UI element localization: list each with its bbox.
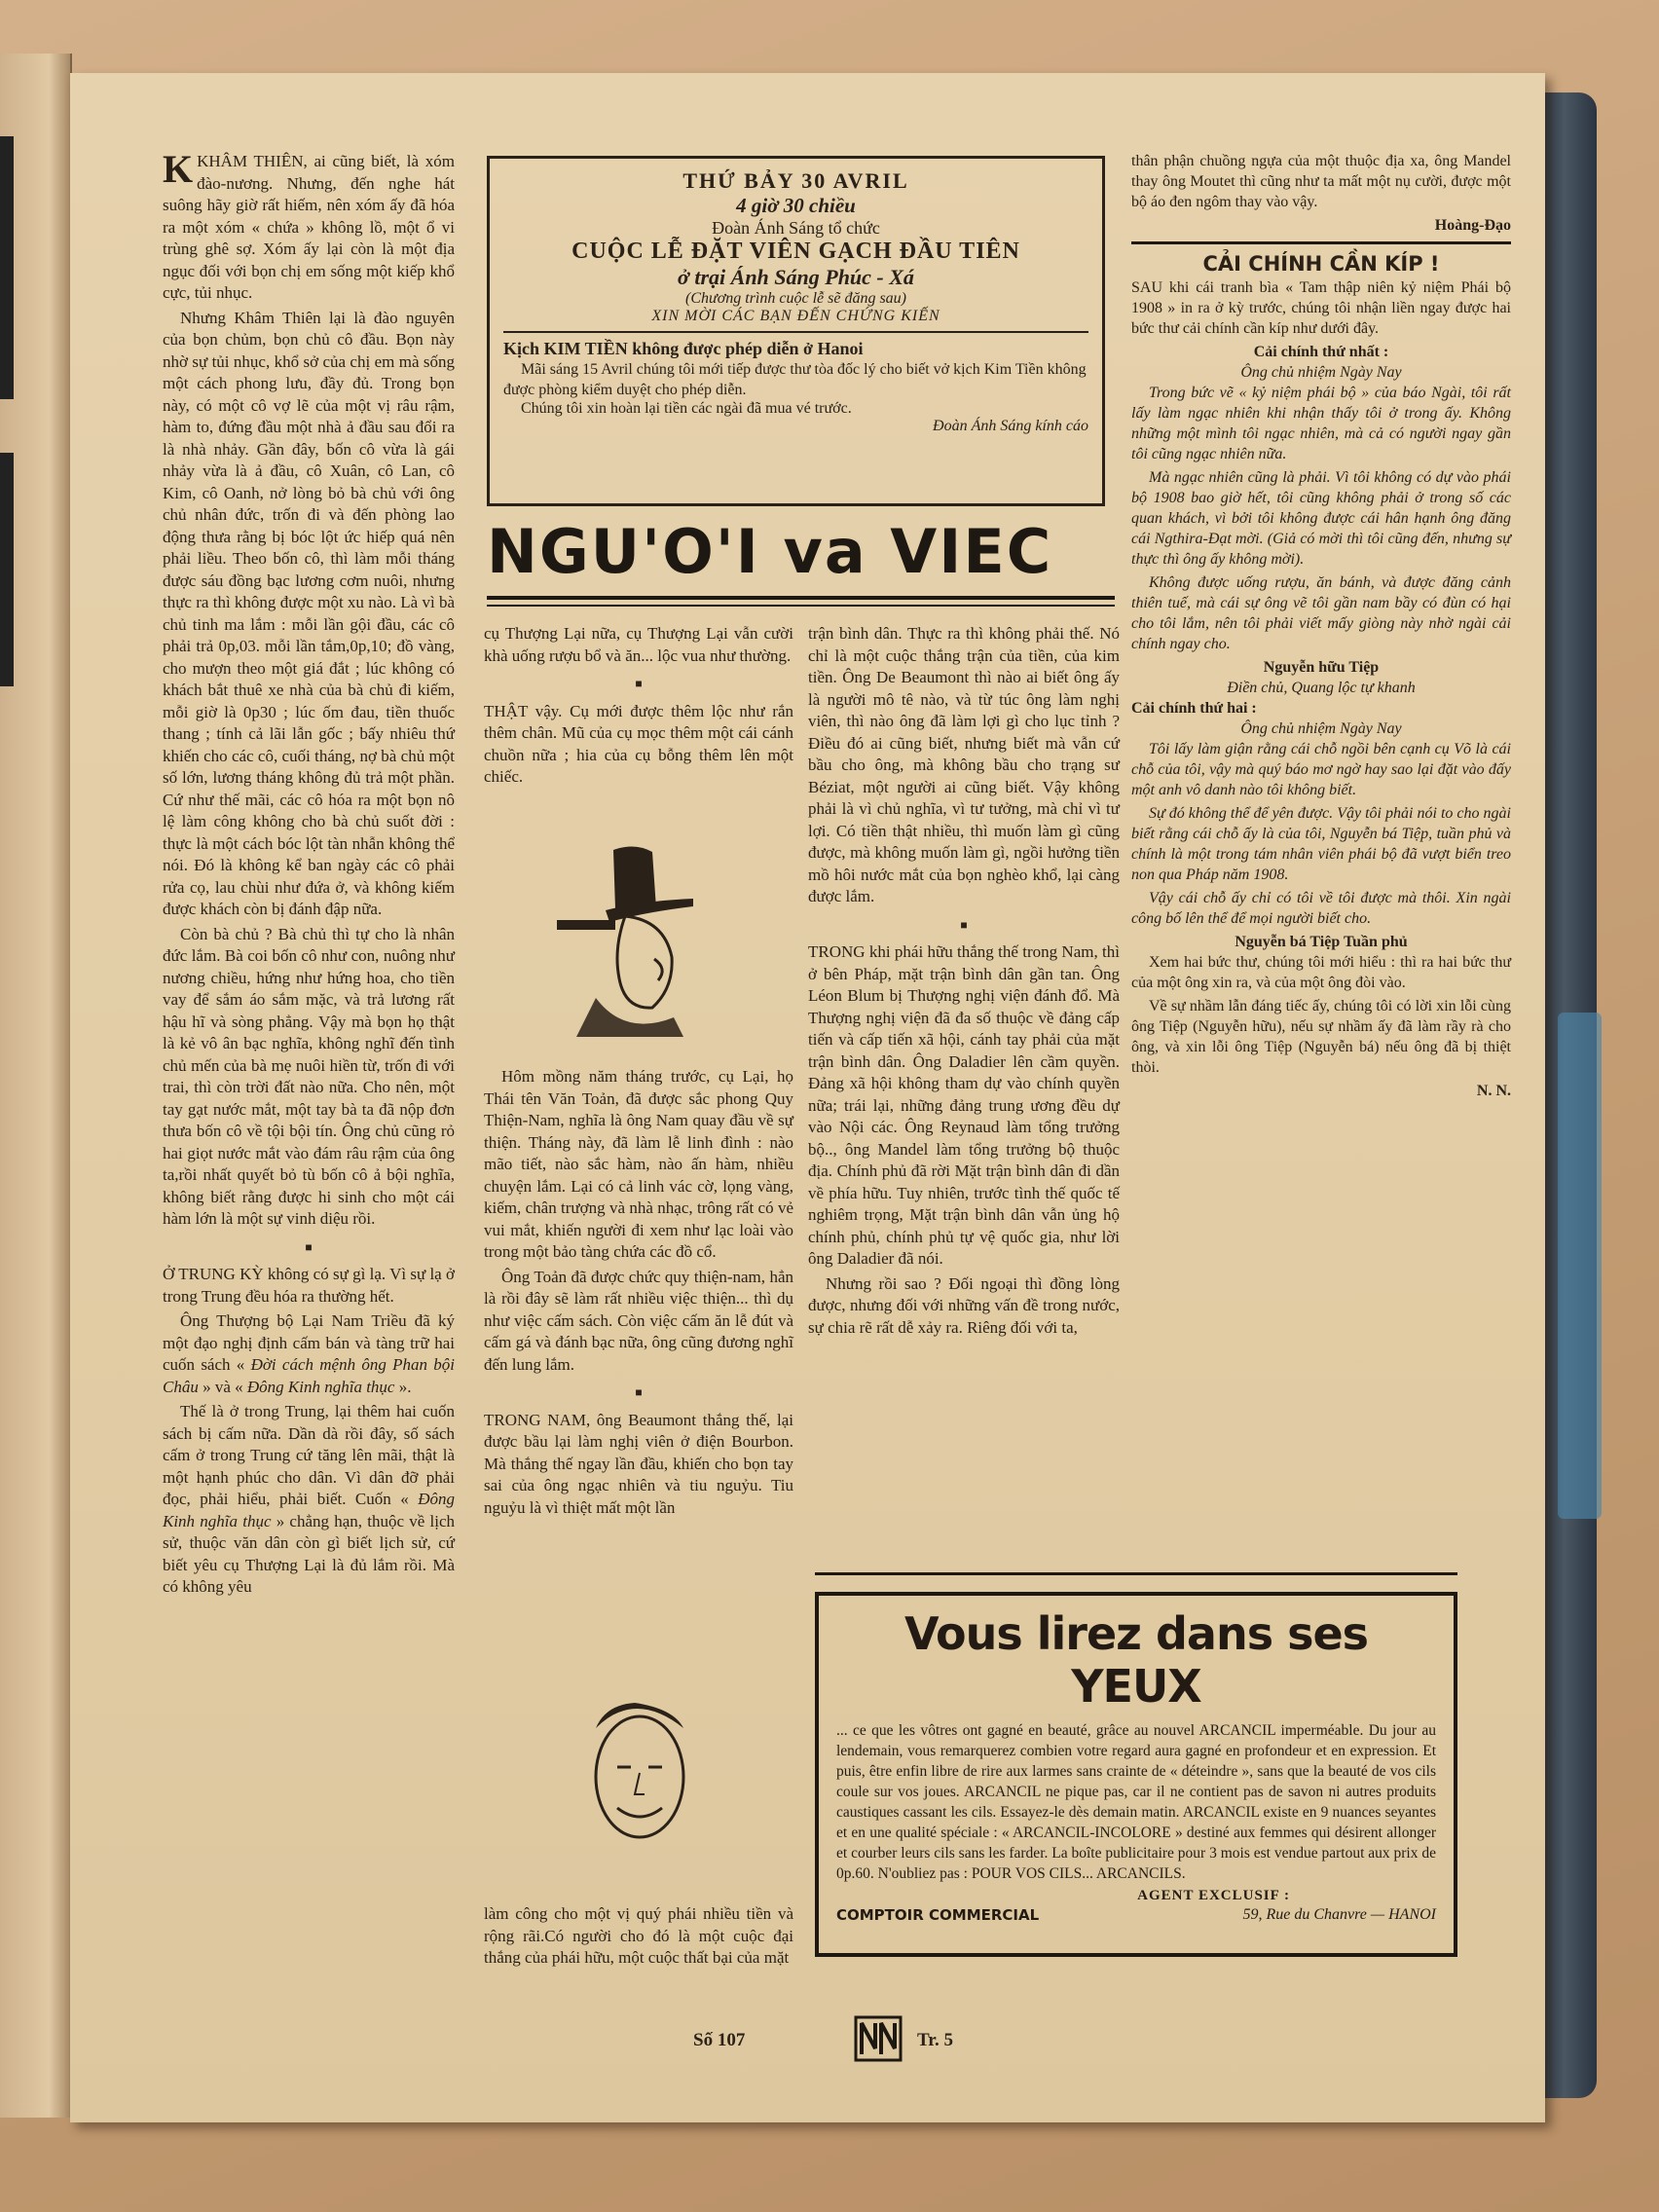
dropcap: K (163, 147, 194, 191)
page-number: Tr. 5 (917, 2030, 953, 2050)
announcement-box (487, 156, 1105, 506)
page-rule (0, 136, 14, 399)
newspaper-logo (854, 2015, 903, 2062)
page-rule (0, 453, 14, 686)
author-signature: Hoàng-Đạo (1434, 217, 1511, 234)
ad-headline: Vous lirez dans ses YEUX (903, 1607, 1369, 1713)
smiling-man-illustration (576, 1689, 703, 1864)
ad-footer (836, 1906, 1436, 1924)
section-separator: ■ (960, 917, 968, 932)
paragraph: cụ Thượng Lại nữa, cụ Thượng Lại vẫn cười khà uống rượu bổ và ăn... lộc vua như thường. (484, 624, 793, 665)
previous-page-edge (0, 54, 72, 2118)
divider (815, 1572, 1457, 1575)
letter-signature: Nguyễn bá Tiệp Tuần phủ (1235, 934, 1408, 950)
paragraph: thân phận chuồng ngựa của một thuộc địa xa, ông Mandel thay ông Moutet thì cũng như ta mất một nụ cười, được một bộ áo đen ngôm thay vào vậy. (1131, 153, 1511, 210)
masthead-title: NGU'O'I va VIEC (487, 516, 1053, 587)
left-column (163, 147, 455, 1602)
ad-company: COMPTOIR COMMERCIAL (836, 1906, 1040, 1924)
paragraph: Ông Toản đã được chức quy thiện-nam, hẳn là rồi đây sẽ làm rất nhiều việc thiện... thì dụ như việc cấm sách. Còn việc cấm ăn lễ đút và cấm gá và đánh bạc nữa, ông cũng đương nghĩ đến lung lắm. (484, 1267, 793, 1374)
paragraph: Không được uống rượu, ăn bánh, và được đăng cảnh thiên tuế, mà cái sự ông vẽ tôi gần nam bầy có đùn có hại cho tôi lắm, nên tôi phải viết mấy giòng này nhờ ngài cải chính ngay cho. (1131, 574, 1511, 652)
paragraph: Ông Thượng bộ Lại Nam Triều đã ký một đạo nghị định cấm bán và tàng trữ hai cuốn sách « Đời cách mệnh ông Phan bội Châu » và « Đông Kinh nghĩa thục ». (163, 1311, 455, 1396)
nn-logo-icon (854, 2015, 903, 2062)
divider (487, 605, 1115, 607)
ad-body: ... ce que les vôtres ont gagné en beauté, grâce au nouvel ARCANCIL imperméable. Du jour au lendemain, vous remarquerez combien votre regard aura gagné en profondeur et en expression. Et puis, être enfin libre de rire aux larmes sans crainte de « déteindre », sans que la beauté de vos cils coule sur vos joues. ARCANCIL ne pique pas, car il ne contient pas de savon ni autres produits caustiques cassant les cils. Essayez-le dès demain matin. ARCANCIL existe en 9 nuances seyantes et en une qualité spéciale : « ARCANCIL-INCOLORE » destiné aux femmes qui désirent allonger et courber leurs cils sans les farder. La boîte publicitaire pour 3 mois est vendue partout aux prix de 0p.60. N'oubliez pas : POUR VOS CILS... ARCANCILS. (836, 1722, 1436, 1882)
announcement-invitation: XIN MỜI CÁC BẠN ĐẾN CHỨNG KIẾN (651, 308, 940, 324)
announcement-event: CUỘC LỄ ĐẶT VIÊN GẠCH ĐẦU TIÊN (571, 239, 1020, 264)
paragraph: Sự đó không thể để yên được. Vậy tôi phải nói to cho ngài biết rằng cái chỗ ấy là của tôi, Nguyễn bá Tiệp, tuần phủ và chính là một trong tám nhân viên phái bộ đã vượt biển treo non qua Pháp năm 1908. (1131, 805, 1511, 883)
letter-signature-title: Điền chủ, Quang lộc tự khanh (1227, 680, 1416, 696)
paragraph: TRONG NAM, ông Beaumont thắng thế, lại được bầu lại làm nghị viên ở điện Bourbon. Mà thắng thế ngay lần đầu, khiến cho bọn tay sai của ông ngạc nhiên và tiu nguỷu. Tiu nguỷu là vì thiệt mất một lần (484, 1410, 793, 1517)
letter-salutation: Ông chủ nhiệm Ngày Nay (1240, 364, 1402, 381)
binding-stain (1558, 1013, 1602, 1519)
correction-heading: CẢI CHÍNH CẦN KÍP ! (1202, 252, 1440, 276)
letter-signature: Nguyễn hữu Tiệp (1263, 659, 1380, 676)
paragraph: Nhưng rồi sao ? Đối ngoại thì đồng lòng được, nhưng đối với những vấn đề trong nước, sự chia rẽ rất dễ xảy ra. Riêng đối với ta, (808, 1273, 1120, 1337)
right-column (1131, 151, 1511, 1101)
paragraph: Ở TRUNG KỲ không có sự gì lạ. Vì sự lạ ở trong Trung đều hóa ra thường hết. (163, 1265, 455, 1306)
notice-refund: Chúng tôi xin hoàn lại tiền các ngài đã mua vé trước. (521, 400, 852, 417)
paragraph: THẬT vậy. Cụ mới được thêm lộc như rắn thêm chân. Mũ của cụ mọc thêm một cái cánh chuồn nữa ; hia của cụ bỗng thêm lên một chiếc. (484, 701, 793, 786)
correction-title: Cải chính thứ hai : (1131, 700, 1257, 717)
paragraph: Xem hai bức thư, chúng tôi mới hiểu : thì ra hai bức thư của một ông xin ra, và của một ông đòi vào. (1131, 954, 1511, 991)
paragraph: Vậy cái chỗ ấy chỉ có tôi về tôi được mà thôi. Xin ngài công bố lên thể để mọi người biết cho. (1131, 890, 1511, 927)
announcement-note: (Chương trình cuộc lễ sẽ đăng sau) (684, 290, 906, 307)
divider (503, 331, 1088, 333)
cartoon-illustration (576, 1689, 703, 1864)
paragraph: Tôi lấy làm giận rằng cái chỗ ngồi bên cạnh cụ Võ là cái chỗ của tôi, vậy mà quý báo mơ ngờ hay sao lại đặt vào đấy một anh vô danh nào tôi không biết. (1131, 741, 1511, 798)
notice-signature: Đoàn Ánh Sáng kính cáo (933, 418, 1088, 434)
ad-agent-label: AGENT EXCLUSIF : (1137, 1888, 1290, 1903)
announcement-time: 4 giờ 30 chiều (736, 194, 856, 217)
notice-text: Mãi sáng 15 Avril chúng tôi mới tiếp được thư tòa đốc lý cho biết vở kịch Kim Tiền không được phòng kiểm duyệt cho phép diễn. (503, 361, 1087, 398)
middle-column-continued (484, 1066, 793, 1522)
advertisement-box (815, 1592, 1457, 1957)
paragraph: KHÂM THIÊN, ai cũng biết, là xóm đào-nương. Nhưng, đến nghe hát suông hãy giờ rất hiếm, nên xóm ấy đã hóa ra một xóm « chứa » không lồ, một ổ vi trùng ghê sợ. Xóm ấy lại còn là một địa ngục đối với bọn chị em sống một kiếp khổ cực, tủi nhục. (163, 152, 455, 302)
paragraph: SAU khi cái tranh bìa « Tam thập niên kỷ niệm Phái bộ 1908 » in ra ở kỳ trước, chúng tôi nhận liền ngay được hai bức thư cải chính cần kíp như dưới đây. (1131, 279, 1511, 337)
announcement-date: THỨ BẢY 30 AVRIL (682, 168, 909, 193)
middle-column (484, 623, 793, 792)
divider (1131, 241, 1511, 244)
section-separator: ■ (305, 1239, 313, 1254)
paragraph: trận bình dân. Thực ra thì không phải thế. Nó chỉ là một cuộc thắng trận của tiền, của kim tiền. Ông De Beaumont thì nào ai biết ông ấy là người mô tê nào, và từ túc ông làm nghị viên, thì nào ông đã làm lợi gì cho lục tỉnh ? Điều đó ai cũng biết, nhưng biết mà vẫn cứ bầu cho ông, mà không bầu cho trạng sư Béziat, một người ai cũng biết. Vậy không phải là vì chủ nghĩa, vì tư tưởng, mà chỉ vì tư lợi. Có tiền thật nhiều, thì muốn làm gì cũng được, mà không muốn làm gì, ngồi hưởng tiền mồ hôi nước mắt của bọn nghèo khổ, lại càng được lắm. (808, 624, 1120, 905)
paragraph: Mà ngạc nhiên cũng là phải. Vì tôi không có dự vào phái bộ 1908 bao giờ hết, tôi cũng không phải ở trong số các quan khách, vì bởi tôi không được cái hân hạnh ông đăng cái Ngthira-Đạt mời. (Giả có mời thì tôi cũng đến, nhưng sự thực thì ông ấy không mời). (1131, 469, 1511, 568)
paragraph: TRONG khi phái hữu thắng thế trong Nam, thì ở bên Pháp, mặt trận bình dân gần tan. Ông Léon Blum bị Thượng nghị viện đánh đổ. Mà Thượng nghị viện đã đa số thuộc về đảng cấp tiến và cấp tiến xã hội, cánh tay phải của mặt trận bình dân. Ông Daladier lên cầm quyền. Đảng xã hội không tham dự vào chính quyền nữa; trái lại, những đảng trung ương đều dự vào Nội các. Ông Reynaud làm tổng trưởng bộ.., ông Mandel làm tổng trưởng bộ thuộc địa. Chính phủ đã rời Mặt trận bình dân đi dần về phía hữu. Tuy nhiên, trước tình thế quốc tế nghiêm trọng, Mặt trận bình dân vẫn ủng hộ chính phủ, chính phủ tự vệ quốc gia, như lời ông Daladier đã nói. (808, 942, 1120, 1268)
section-masthead (487, 516, 1110, 604)
paragraph: Trong bức vẽ « kỷ niệm phái bộ » của báo Ngài, tôi rất lấy làm ngạc nhiên khi nhận thấy tôi ở trong ấy. Không những một mình tôi ngạc nhiên, mà cả có người ngay gần tôi cũng ngạc nhiên nữa. (1131, 385, 1511, 462)
paragraph: Còn bà chủ ? Bà chủ thì tự cho là nhân đức lắm. Bà coi bốn cô như con, nuông như nương chiều, hứng như hứng hoa, cho tiền vay để sắm áo sắm mặc, và trả lương rất hậu hĩ và sòng phẳng. Vậy mà bọn họ thật là kẻ vô ân bạc nghĩa, không nghĩ đến tình chủ mến của bà mẹ nuôi hiền từ, trốn đi với trai, thì còn trời đất nào nữa. Cho nên, một tay gạt nước mắt, một tay bà ta đã nộp đơn thưa bốn cô về tội bội tín. Ông chủ cũng rỏ hai giọt nước mắt vào đám râu rậm của ông ta,rồi nhất quyết bỏ tù bốn cô ả bội nghĩa, không biết rằng được hi sinh cho một cái hàm lớn là một sự vinh diệu rồi. (163, 924, 455, 1228)
section-separator: ■ (635, 1385, 643, 1399)
paragraph: Thế là ở trong Trung, lại thêm hai cuốn sách bị cấm nữa. Dần dà rồi đây, số sách cấm ở trong Trung cứ tăng lên mãi, thật là một hạnh phúc cho dân. Vì dân đỡ phải đọc, phải hiểu, phải biết. Cuốn « Đông Kinh nghĩa thục » chẳng hạn, thuộc về lịch sử, thuộc văn dân còn gì biết lịch sử, cứ biết yêu cụ Thượng Lại là đủ lắm rồi. Mà có không yêu (163, 1402, 455, 1596)
announcement-organizer: Đoàn Ánh Sáng tổ chức (712, 218, 880, 238)
ad-address: 59, Rue du Chanvre — HANOI (1242, 1906, 1436, 1923)
paragraph: Về sự nhầm lẫn đáng tiếc ấy, chúng tôi có lời xin lỗi cùng ông Tiệp (Nguyễn hữu), nếu sự nhầm ấy đã làm rầy rà cho ông, và xin lỗi ông Tiệp (Nguyễn bá) nếu ông đã bị thiệt thòi. (1131, 998, 1511, 1076)
announcement-location: ở trại Ánh Sáng Phúc - Xá (678, 265, 914, 289)
issue-number: Số 107 (693, 2030, 746, 2050)
divider (487, 596, 1115, 600)
third-column (808, 623, 1120, 1342)
author-signature: N. N. (1476, 1083, 1511, 1099)
correction-title: Cải chính thứ nhất : (1253, 344, 1389, 360)
man-with-hat-illustration (537, 842, 761, 1037)
letter-salutation: Ông chủ nhiệm Ngày Nay (1240, 720, 1402, 737)
paragraph: làm công cho một vị quý phái nhiều tiền và rộng rãi.Có người cho đó là một cuộc đại thắng của phái hữu, một cuộc thất bại của mặt (484, 1904, 793, 1967)
paragraph: Hôm mồng năm tháng trước, cụ Lại, họ Thái tên Văn Toản, đã được sắc phong Quy Thiện-Nam, nghĩa là ông Nam quay đầu về sự thiện. Tháng này, đã làm lễ linh đình : nào mão tiết, nào sắc hàm, nào ấn hàm, nhiều chuyện lắm. Lại có cả linh vác cờ, lọng vàng, kiếm, chân trượng và nhà nhạc, trông rất có vẻ vui mắt, khiến người đi xem như lạc loài vào trong một bảo tàng chứa các đồ cổ. (484, 1067, 793, 1261)
middle-column-end (484, 1903, 793, 1972)
paragraph: Nhưng Khâm Thiên lại là đào nguyên của bọn chủm, bọn chủ cô đầu. Bọn này nhờ sự tủi nhục, khổ sở của chị em mà sống một cách phong lưu, đầy đủ. Trong bọn này, có một cô vợ lẽ của một vị râu rậm, hàm to, đứng đầu một nhà ả đầu sau đổi ra là nhà nhảy. Gần đây, bốn cô vừa là gái nhảy vừa là ả đầu, cô Xuân, cô Lan, cô Kim, cô Oanh, nở lòng bỏ bà chủ với ông chủ nhân đức, trốn đi và đến phòng lao động thưa rằng bị bóc lột ức hiếp quá nên phải liều. Theo bốn cô, thì làm mỗi tháng được sáu đồng bạc lương cơm nuôi, nhưng thực ra thì không được một xu nào. Là vì bà chủ tinh ma lắm : mỗi lần gội đầu, các cô phải trả 0p,03. mỗi lần tắm,0p,10; đồ vàng, cho mượn theo một giá đắt ; lúc không có khách bắt thuê xe nhà của bà chủ đi kiếm, mỗi giờ là 0p30 ; lúc ốm đau, tiền thuốc thang ; tính cả lãi lẫn gốc ; bấy nhiêu thứ khiến cho các cô, cuối tháng, nợ bà chủ một số lớn, lương tháng không đủ trả một phần. Cứ như thế mãi, các cô hóa ra một bọn nô lệ làm công không cho bà chủ suốt đời : thực là một cách bóc lột tàn nhẫn không thể nói. Đó là không kể ban ngày các cô phải rửa cọ, lau chùi như đứa ở, và không kiếm được khách còn bị đánh đập nữa. (163, 308, 455, 918)
cartoon-illustration (537, 842, 761, 1037)
newspaper-page (70, 73, 1545, 2122)
section-separator: ■ (635, 677, 643, 690)
notice-heading: Kịch KIM TIỀN không được phép diễn ở Hanoi (503, 339, 864, 358)
